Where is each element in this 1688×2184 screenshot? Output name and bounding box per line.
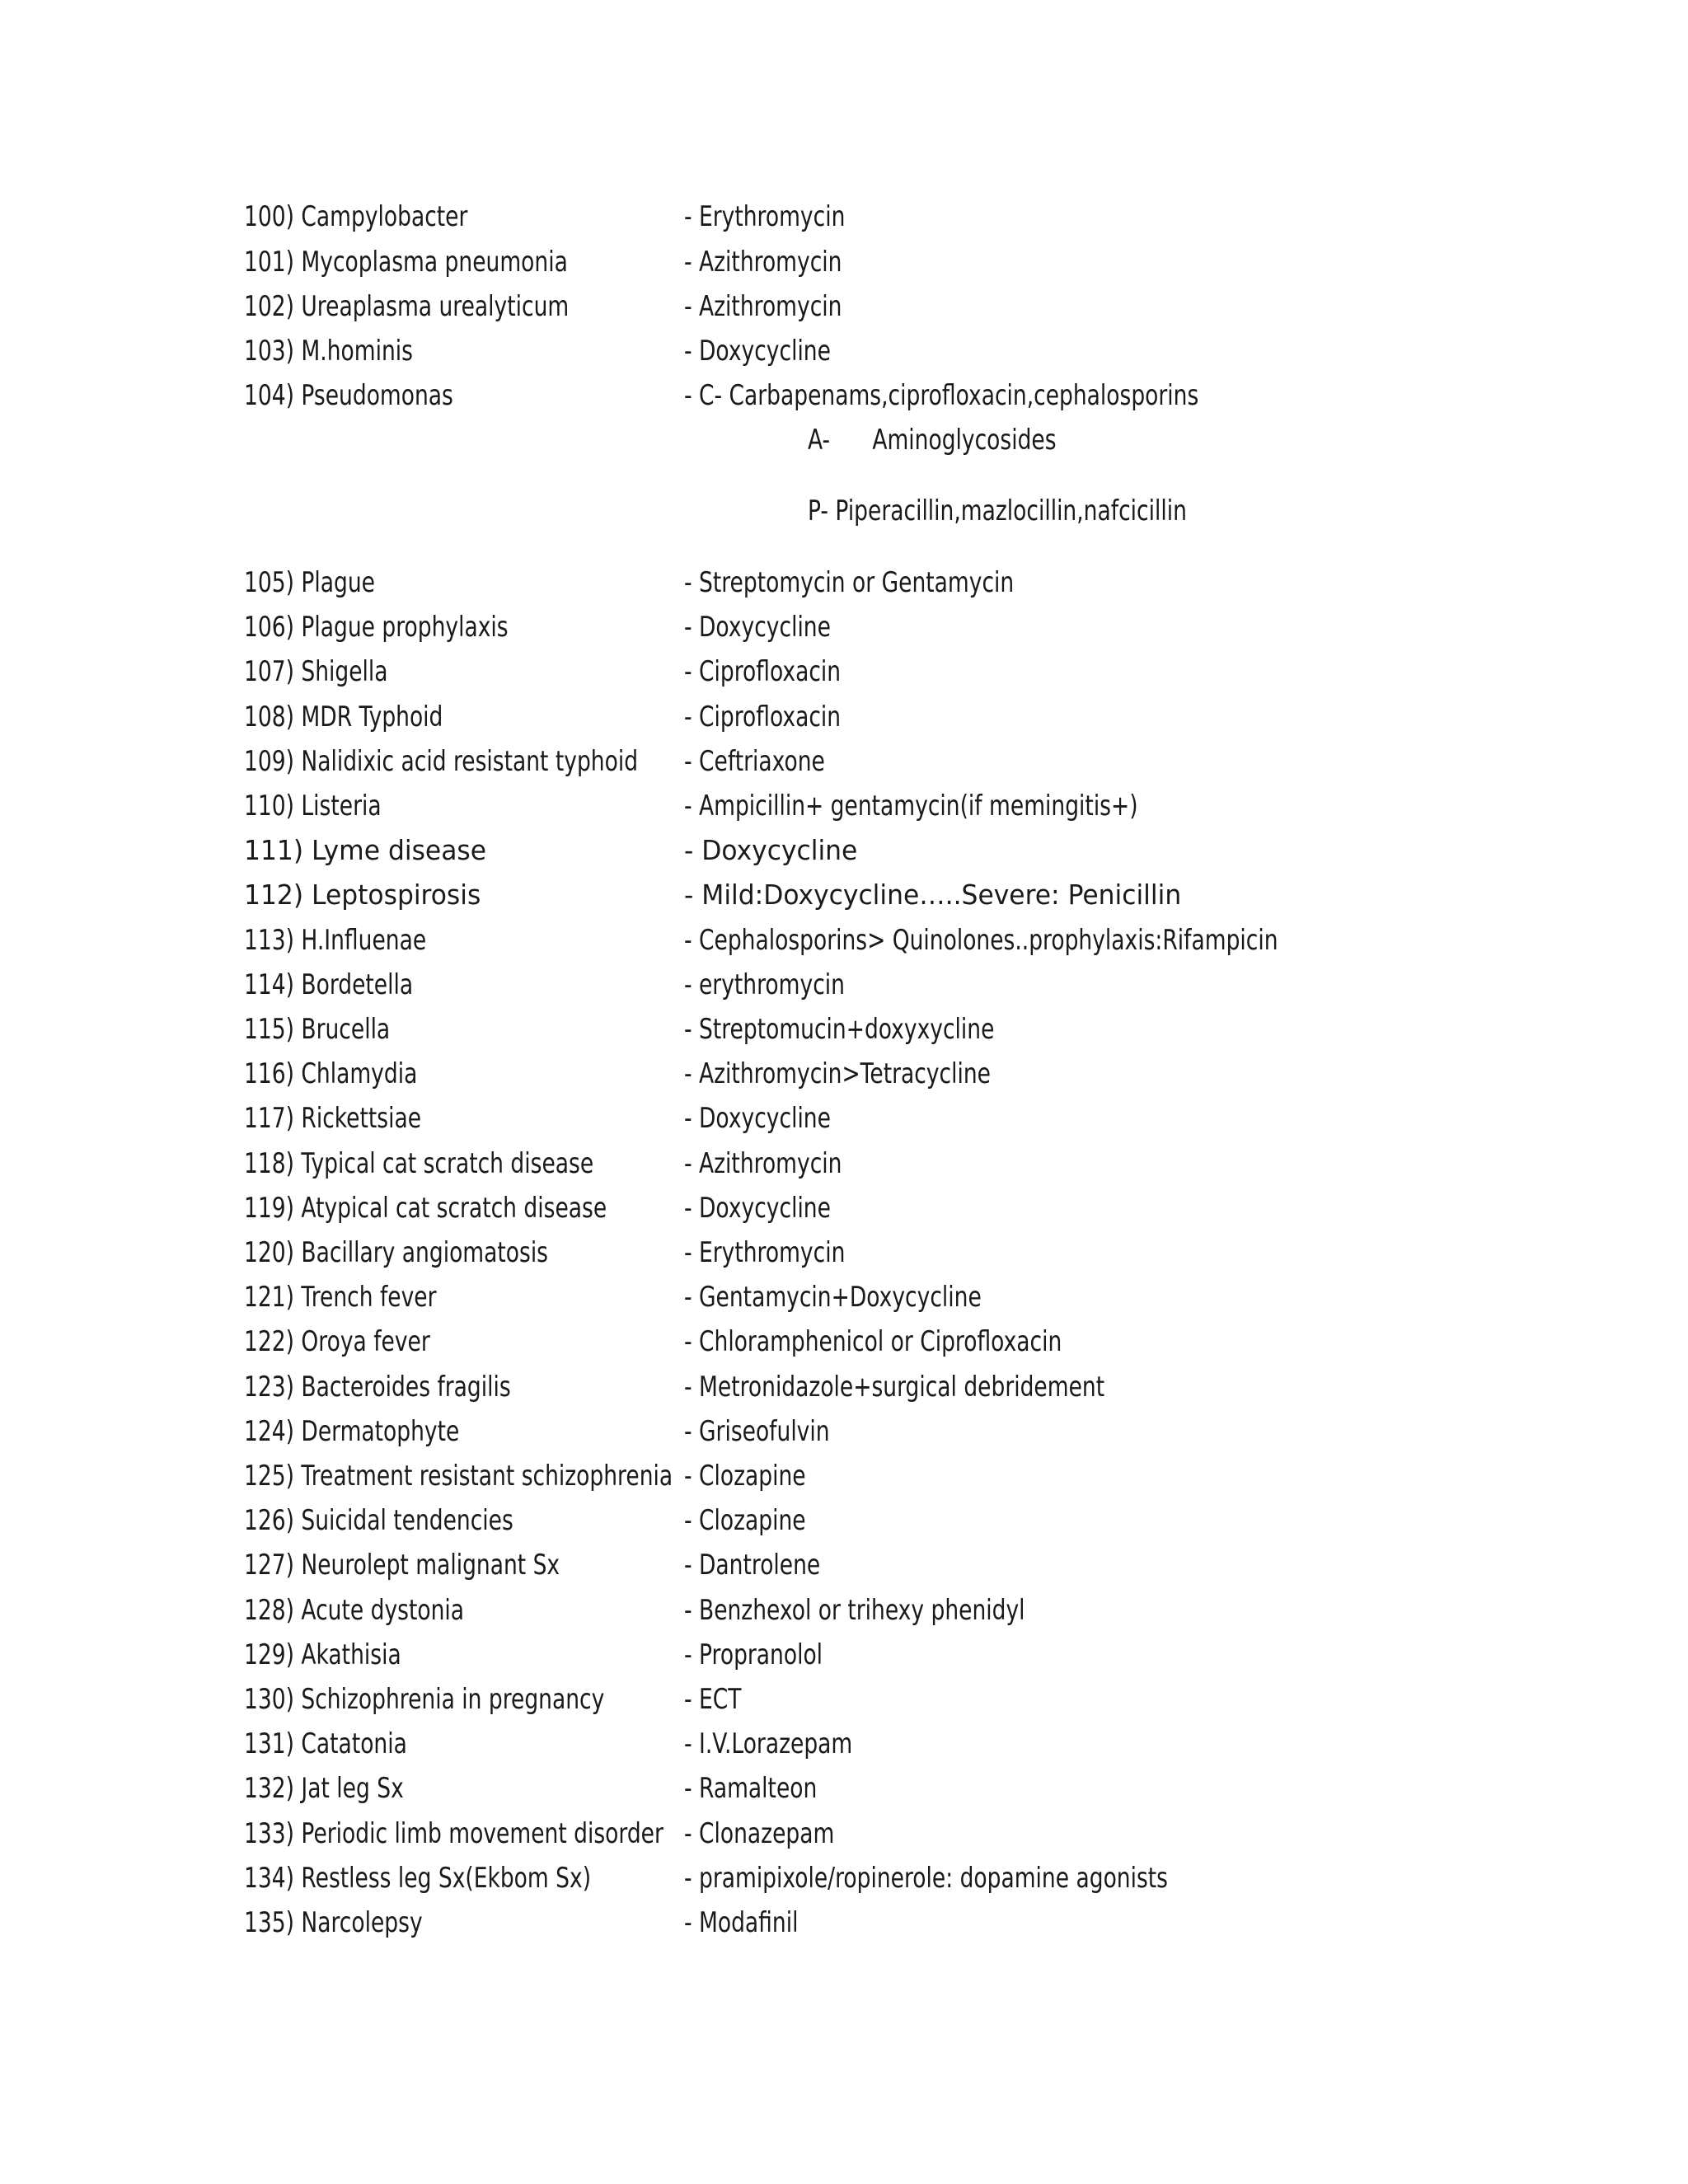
drug-label: - Gentamycin+Doxycycline [683, 1281, 982, 1314]
condition-label: 114) Bordetella [244, 968, 414, 1001]
drug-label: - Azithromycin [683, 1147, 842, 1180]
condition-label: 131) Catatonia [244, 1727, 407, 1760]
list-item [244, 1859, 1337, 1897]
condition-label: 100) Campylobacter [244, 200, 468, 233]
list-item [244, 1904, 1337, 1942]
drug-label: - Azithromycin [683, 290, 842, 323]
list-item [244, 1725, 1337, 1763]
drug-label: - Clozapine [683, 1504, 806, 1537]
list-item [244, 921, 1337, 959]
pseudomonas-sub-a [808, 421, 1057, 459]
list-item [244, 1546, 1337, 1584]
list-item [244, 332, 1337, 370]
list-item [244, 1680, 1337, 1718]
list-item [244, 1368, 1337, 1406]
list-item [244, 876, 1575, 914]
condition-label: 113) H.Influenae [244, 924, 427, 957]
condition-label: 124) Dermatophyte [244, 1415, 460, 1448]
list-item [244, 1769, 1337, 1807]
list-item [244, 1413, 1337, 1451]
drug-label: - Mild:Doxycycline…..Severe: Penicillin [683, 879, 1182, 911]
list-item [244, 743, 1337, 780]
condition-label: 118) Typical cat scratch disease [244, 1147, 594, 1180]
condition-label: 120) Bacillary angiomatosis [244, 1236, 549, 1269]
condition-label: 103) M.hominis [244, 335, 413, 368]
list-item [244, 653, 1337, 691]
list-item [244, 698, 1337, 736]
drug-label: - Ciprofloxacin [683, 701, 842, 733]
condition-label: 110) Listeria [244, 790, 382, 823]
condition-label: 101) Mycoplasma pneumonia [244, 246, 568, 279]
condition-label: 107) Shigella [244, 655, 388, 688]
drug-label: - Streptomycin or Gentamycin [683, 566, 1015, 599]
condition-label: 133) Periodic limb movement disorder [244, 1817, 663, 1850]
drug-label: - Erythromycin [683, 1236, 846, 1269]
drug-label: - Benzhexol or trihexy phenidyl [683, 1594, 1025, 1627]
list-item [244, 564, 1337, 602]
list-item [244, 832, 1575, 869]
drug-label: - Modafinil [683, 1906, 799, 1939]
drug-label: - erythromycin [683, 968, 845, 1001]
list-item [244, 787, 1337, 825]
drug-label: - pramipixole/ropinerole: dopamine agonists [683, 1862, 1169, 1895]
list-item [244, 243, 1337, 281]
condition-label: 130) Schizophrenia in pregnancy [244, 1683, 605, 1716]
condition-label: 104) Pseudomonas [244, 379, 453, 412]
drug-label: - Griseofulvin [683, 1415, 830, 1448]
list-item [244, 1010, 1337, 1048]
sub-p-text: P- Piperacillin,mazlocillin,nafcicillin [808, 494, 1187, 527]
list-item [244, 1502, 1337, 1540]
condition-label: 108) MDR Typhoid [244, 701, 443, 733]
list-item [244, 1636, 1337, 1674]
list-item [244, 198, 1337, 236]
drug-label: - Metronidazole+surgical debridement [683, 1371, 1105, 1404]
list-item [244, 1278, 1337, 1316]
condition-label: 105) Plague [244, 566, 375, 599]
pseudomonas-sub-p [808, 492, 1187, 530]
list-item [244, 1323, 1337, 1361]
condition-label: 134) Restless leg Sx(Ekbom Sx) [244, 1862, 592, 1895]
condition-label: 121) Trench fever [244, 1281, 437, 1314]
list-item [244, 288, 1337, 326]
list-item [244, 1234, 1337, 1272]
drug-label: - ECT [683, 1683, 742, 1716]
condition-label: 129) Akathisia [244, 1638, 401, 1671]
drug-label: - Doxycycline [683, 1102, 831, 1135]
drug-label: - Erythromycin [683, 200, 846, 233]
list-item [244, 1457, 1337, 1495]
condition-label: 128) Acute dystonia [244, 1594, 465, 1627]
drug-label: - Azithromycin>Tetracycline [683, 1057, 991, 1090]
list-item [244, 1815, 1337, 1853]
list-item [244, 377, 1337, 415]
condition-label: 132) Jat leg Sx [244, 1772, 404, 1805]
condition-label: 111) Lyme disease [244, 834, 487, 866]
condition-label: 123) Bacteroides fragilis [244, 1371, 511, 1404]
drug-label: - Azithromycin [683, 246, 842, 279]
condition-label: 125) Treatment resistant schizophrenia [244, 1460, 673, 1493]
drug-label: - Cephalosporins> Quinolones..prophylaxis:Rifampicin [683, 924, 1278, 957]
drug-label: - I.V.Lorazepam [683, 1727, 853, 1760]
condition-label: 112) Leptospirosis [244, 879, 481, 911]
drug-label: - Streptomucin+doxyxycline [683, 1013, 995, 1046]
condition-label: 119) Atypical cat scratch disease [244, 1192, 607, 1225]
list-item [244, 1145, 1337, 1183]
condition-label: 115) Brucella [244, 1013, 391, 1046]
list-item [244, 608, 1337, 646]
list-item [244, 1591, 1337, 1629]
drug-label: - Doxycycline [683, 611, 831, 644]
condition-label: 117) Rickettsiae [244, 1102, 422, 1135]
drug-label: - Ceftriaxone [683, 745, 825, 778]
drug-label: - Dantrolene [683, 1549, 821, 1582]
drug-label: - Ampicillin+ gentamycin(if memingitis+) [683, 790, 1138, 823]
drug-label: - Doxycycline [683, 1192, 831, 1225]
drug-label: - Clonazepam [683, 1817, 835, 1850]
condition-label: 122) Oroya fever [244, 1325, 430, 1358]
drug-label: - Ciprofloxacin [683, 655, 842, 688]
drug-label: - Propranolol [683, 1638, 823, 1671]
list-item [244, 966, 1337, 1004]
drug-label: - Clozapine [683, 1460, 806, 1493]
drug-label: - Ramalteon [683, 1772, 818, 1805]
list-item [244, 1099, 1337, 1137]
drug-label: - Doxycycline [683, 335, 831, 368]
sub-a-prefix: A- [808, 424, 831, 457]
list-item [244, 1055, 1337, 1093]
condition-label: 116) Chlamydia [244, 1057, 418, 1090]
condition-label: 109) Nalidixic acid resistant typhoid [244, 745, 639, 778]
condition-label: 126) Suicidal tendencies [244, 1504, 513, 1537]
condition-label: 135) Narcolepsy [244, 1906, 423, 1939]
drug-label: - Doxycycline [683, 834, 858, 866]
condition-label: 106) Plague prophylaxis [244, 611, 509, 644]
list-item [244, 1189, 1337, 1227]
drug-label: - Chloramphenicol or Ciprofloxacin [683, 1325, 1062, 1358]
condition-label: 127) Neurolept malignant Sx [244, 1549, 560, 1582]
drug-label: - C- Carbapenams,ciprofloxacin,cephalosporins [683, 379, 1199, 412]
condition-label: 102) Ureaplasma urealyticum [244, 290, 570, 323]
sub-a-text: Aminoglycosides [872, 424, 1057, 457]
